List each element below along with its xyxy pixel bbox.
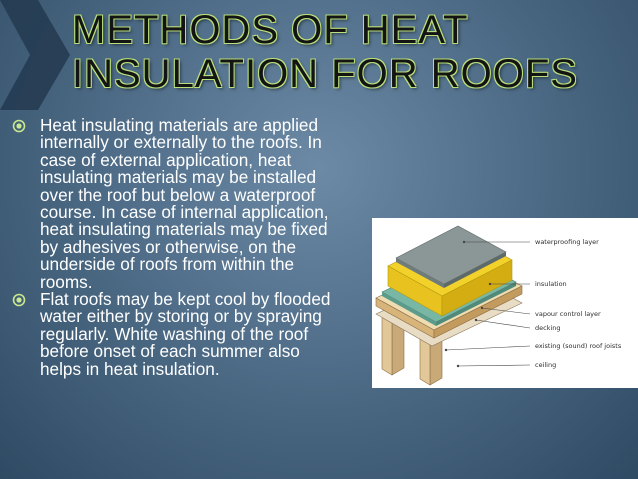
bullet-line: case of external application, heat <box>40 149 292 170</box>
bullet-line: water either by storing or by spraying <box>40 306 322 327</box>
slide-title <box>72 8 612 96</box>
label-insulation: insulation <box>535 280 567 288</box>
title-line-1: METHODS OF HEAT <box>72 8 469 52</box>
bullet-line: rooms. <box>40 271 93 292</box>
bullet-item <box>10 117 380 291</box>
bullet-line: internally or externally to the roofs. In <box>40 132 322 153</box>
bullet-line: course. In case of internal application, <box>40 202 329 223</box>
roof-insulation-diagram <box>372 218 638 388</box>
bullet-line: regularly. White washing of the roof <box>40 323 309 344</box>
bullet-line: before onset of each summer also <box>40 341 300 362</box>
bullet-list <box>10 117 380 378</box>
title-line-2: INSULATION FOR ROOFS <box>72 52 578 96</box>
bullet-line: Heat insulating materials are applied <box>40 115 319 135</box>
bullet-line: underside of roofs from within the <box>40 254 295 275</box>
bullet-line: by adhesives or otherwise, on the <box>40 236 297 257</box>
label-vapour: vapour control layer <box>535 310 601 318</box>
bullet-line: Flat roofs may be kept cool by flooded <box>40 289 331 310</box>
label-ceiling: ceiling <box>535 361 557 369</box>
label-decking: decking <box>535 324 561 332</box>
chevron-decoration <box>0 0 80 110</box>
bullet-line: over the roof but below a waterproof <box>40 184 316 205</box>
label-joists: existing (sound) roof joists <box>535 342 622 350</box>
bullet-circle-icon <box>12 119 26 133</box>
bullet-item <box>10 291 380 378</box>
bullet-circle-icon <box>12 293 26 307</box>
bullet-line: insulating materials may be installed <box>40 167 317 188</box>
bullet-line: helps in heat insulation. <box>40 358 220 379</box>
label-waterproofing: waterproofing layer <box>535 238 599 246</box>
bullet-line: heat insulating materials may be fixed <box>40 219 328 240</box>
